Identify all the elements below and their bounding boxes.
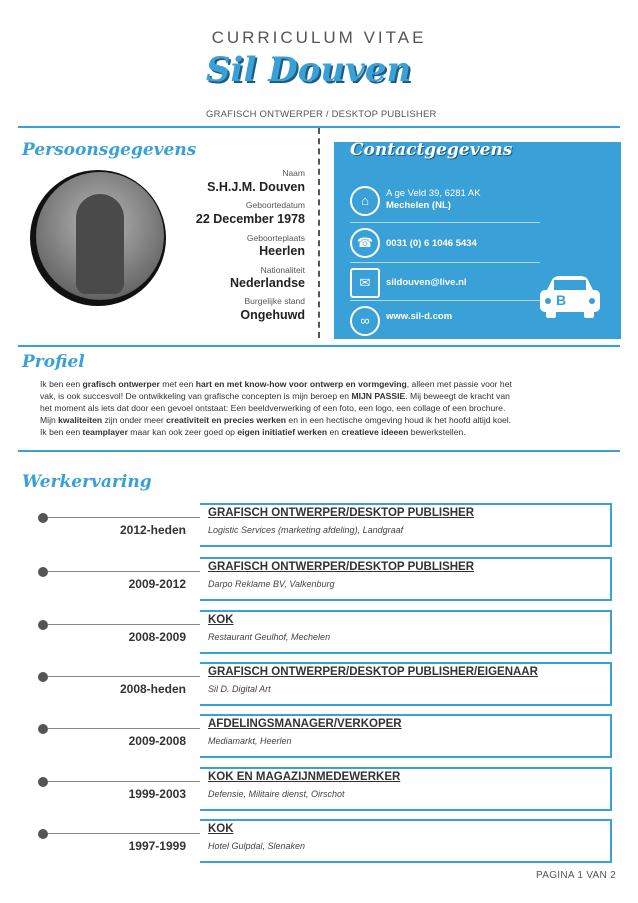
job-title: KOK EN MAGAZIJNMEDEWERKER (208, 771, 401, 783)
experience-divider (18, 450, 620, 452)
birthplace-value: Heerlen (259, 244, 305, 258)
job-subtitle: GRAFISCH ONTWERPER / DESKTOP PUBLISHER (206, 109, 437, 120)
vertical-divider (318, 128, 320, 338)
job-period: 1997-1999 (128, 839, 186, 853)
timeline-connector (48, 624, 200, 625)
job-organization: Restaurant Geulhof, Mechelen (208, 632, 331, 642)
person-name-heading: Sil Douven (206, 50, 412, 90)
timeline-dot (38, 724, 48, 734)
nationality-value: Nederlandse (229, 276, 305, 290)
status-label: Burgelijke stand (244, 296, 305, 306)
address-line1: A ge Veld 39, 6281 AK (386, 188, 481, 199)
contact-separator (350, 300, 540, 301)
profile-text: Ik ben een grafisch ontwerper met een hart en met know-how voor ontwerp en vormgeving, alleen met passie voor het vak, is ook succesvol! De ontwikkeling van grafische concepten is mijn beroep en MIJN PASSIE. Mij beweegt de kracht van het moment als iets dat door een gevoel ontstaat: Een beeldverwerking of een foto, een logo, een collage of een brochure. Mijn kwaliteiten zijn onder meer creativiteit en precies werken en in een hectische omgeving houd ik het hoofd altijd koel. Ik ben een teamplayer maar kan ook zeer goed op eigen initiatief werken en creatieve ideeen bewerkstellen. (40, 379, 512, 437)
job-organization: Mediamarkt, Heerlen (208, 736, 292, 746)
job-period: 2012-heden (119, 523, 186, 537)
timeline-connector (48, 833, 200, 834)
job-period: 2008-heden (119, 682, 186, 696)
job-title: AFDELINGSMANAGER/VERKOPER (208, 718, 402, 730)
website-link[interactable]: www.sil-d.com (386, 311, 453, 322)
phone-number[interactable]: 0031 (0) 6 1046 5434 (386, 238, 477, 249)
timeline-dot (38, 777, 48, 787)
contact-separator (350, 262, 540, 263)
name-value: S.H.J.M. Douven (207, 180, 305, 194)
birthdate-value: 22 December 1978 (195, 212, 305, 226)
job-period: 2009-2012 (128, 577, 186, 591)
address-line2: Mechelen (NL) (386, 200, 451, 211)
job-title: GRAFISCH ONTWERPER/DESKTOP PUBLISHER/EIGENAAR (208, 666, 538, 678)
email-link[interactable]: sildouven@live.nl (386, 277, 467, 288)
timeline-connector (48, 571, 200, 572)
document-title: CURRICULUM VITAE (211, 28, 427, 47)
mail-icon: ✉ (350, 268, 380, 298)
experience-heading: Werkervaring (22, 472, 152, 492)
name-label: Naam (282, 168, 305, 178)
job-organization: Darpo Reklame BV, Valkenburg (208, 579, 335, 589)
timeline-connector (48, 676, 200, 677)
person-silhouette (76, 194, 124, 294)
home-icon: ⌂ (350, 186, 380, 216)
nationality-label: Nationaliteit (260, 265, 305, 275)
timeline-dot (38, 513, 48, 523)
job-title: KOK (208, 614, 234, 626)
timeline-dot (38, 829, 48, 839)
personal-heading: Persoonsgegevens (22, 140, 197, 160)
license-letter: B (556, 292, 567, 308)
job-organization: Logistic Services (marketing afdeling), Landgraaf (208, 525, 404, 535)
job-period: 2009-2008 (128, 734, 186, 748)
job-title: KOK (208, 823, 234, 835)
profile-divider (18, 345, 620, 347)
birthplace-label: Geboorteplaats (246, 233, 305, 243)
status-value: Ongehuwd (240, 308, 305, 322)
page-number: PAGINA 1 VAN 2 (536, 870, 616, 881)
car-icon (538, 272, 602, 320)
job-organization: Sil D. Digital Art (208, 684, 271, 694)
timeline-connector (48, 781, 200, 782)
job-organization: Hotel Gulpdal, Slenaken (208, 841, 306, 851)
profile-photo (36, 172, 164, 300)
timeline-dot (38, 567, 48, 577)
phone-icon: ☎ (350, 228, 380, 258)
job-title: GRAFISCH ONTWERPER/DESKTOP PUBLISHER (208, 561, 475, 573)
job-period: 2008-2009 (128, 630, 186, 644)
timeline-dot (38, 620, 48, 630)
job-title: GRAFISCH ONTWERPER/DESKTOP PUBLISHER (208, 507, 475, 519)
job-period: 1999-2003 (128, 787, 186, 801)
timeline-connector (48, 517, 200, 518)
birthdate-label: Geboortedatum (245, 200, 305, 210)
profile-heading: Profiel (22, 352, 85, 372)
web-icon: ∞ (350, 306, 380, 336)
job-organization: Defensie, Militaire dienst, Oirschot (208, 789, 345, 799)
timeline-connector (48, 728, 200, 729)
contact-heading: Contactgegevens (350, 140, 513, 160)
timeline-dot (38, 672, 48, 682)
contact-separator (350, 222, 540, 223)
